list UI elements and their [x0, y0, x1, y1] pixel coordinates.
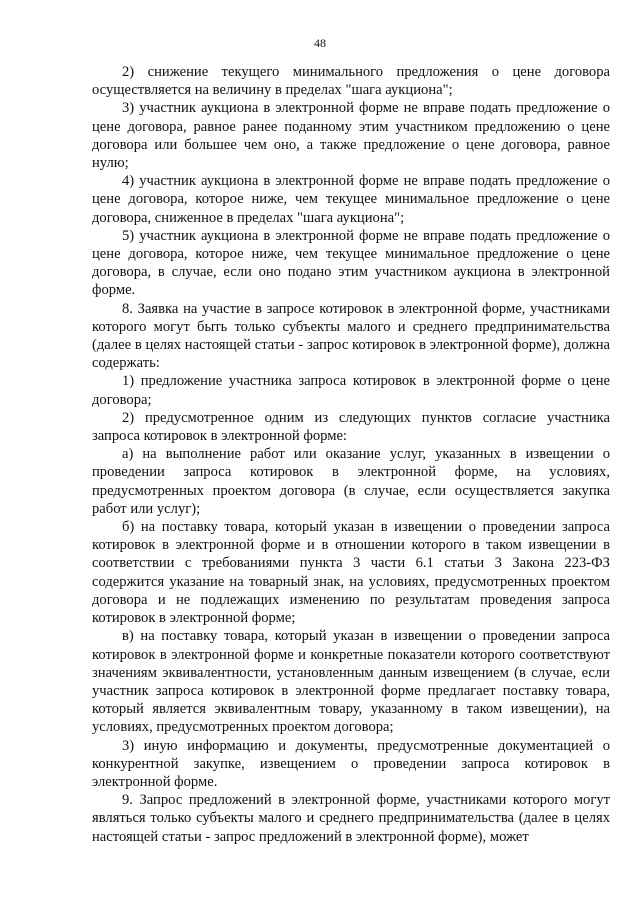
- paragraph-subitem-a: а) на выполнение работ или оказание услуг, указанных в извещении о проведении запроса котировок в электронной форме, на условиях, предусмотренных проектом договора (в случае, если осуществляется закупка работ или услуг);: [92, 446, 610, 517]
- paragraph-item-5-own-offer: 5) участник аукциона в электронной форме не вправе подать предложение о цене договора, которое ниже, чем текущее минимальное предложение о цене договора, в случае, если оно подано этим участником аукциона в электронной форме.: [92, 227, 610, 299]
- paragraph-section-8: 8. Заявка на участие в запросе котировок в электронной форме, участниками которого могут быть только субъекты малого и среднего предпринимательства (далее в целях настоящей статьи - запрос котировок в электронной форме), должна содержать:: [92, 300, 610, 372]
- paragraph-item-2-consent: 2) предусмотренное одним из следующих пунктов согласие участника запроса котировок в электронной форме:: [92, 409, 610, 445]
- paragraph-subitem-b: б) на поставку товара, который указан в извещении о проведении запроса котировок в электронной форме и в отношении которого в таком извещении в соответствии с требованиями пункта 3 части 6.1 статьи 3 Закона 223-ФЗ содержится указание на товарный знак, на условиях, предусмотренных проектом договора и не подлежащих изменению по результатам проведения запроса котировок в электронной форме;: [92, 519, 610, 627]
- paragraph-item-3-other-info: 3) иную информацию и документы, предусмотренные документацией о конкурентной закупке, извещением о проведении запроса котировок в электронной форме.: [92, 737, 610, 790]
- paragraph-item-2-auction-step: 2) снижение текущего минимального предложения о цене договора осуществляется на величину в пределах "шага аукциона";: [92, 64, 610, 99]
- paragraph-item-1-price-offer: 1) предложение участника запроса котировок в электронной форме о цене договора;: [92, 373, 610, 408]
- page-number: 48: [314, 36, 326, 50]
- paragraph-item-3-equal-offer: 3) участник аукциона в электронной форме не вправе подать предложение о цене договора, равное ранее поданному этим участником предложению о цене договора или большее чем оно, а также предложение о цене договора, равное нулю;: [92, 100, 610, 172]
- paragraph-item-4-lower-offer: 4) участник аукциона в электронной форме не вправе подать предложение о цене договора, которое ниже, чем текущее минимальное предложение о цене договора, сниженное в пределах "шага аукциона";: [92, 173, 610, 226]
- paragraph-section-9: 9. Запрос предложений в электронной форме, участниками которого могут являться только субъекты малого и среднего предпринимательства (далее в целях настоящей статьи - запрос предложений в электронной форме), может: [92, 792, 610, 845]
- paragraph-subitem-v: в) на поставку товара, который указан в извещении о проведении запроса котировок в электронной форме и конкретные показатели которого соответствуют значениям эквивалентности, установленным данным извещением (в случае, если участник запроса котировок в электронной форме предлагает поставку товара, который является эквивалентным товару, указанному в таком извещении), на условиях, предусмотренных проектом договора;: [92, 628, 610, 736]
- document-body: [92, 63, 610, 846]
